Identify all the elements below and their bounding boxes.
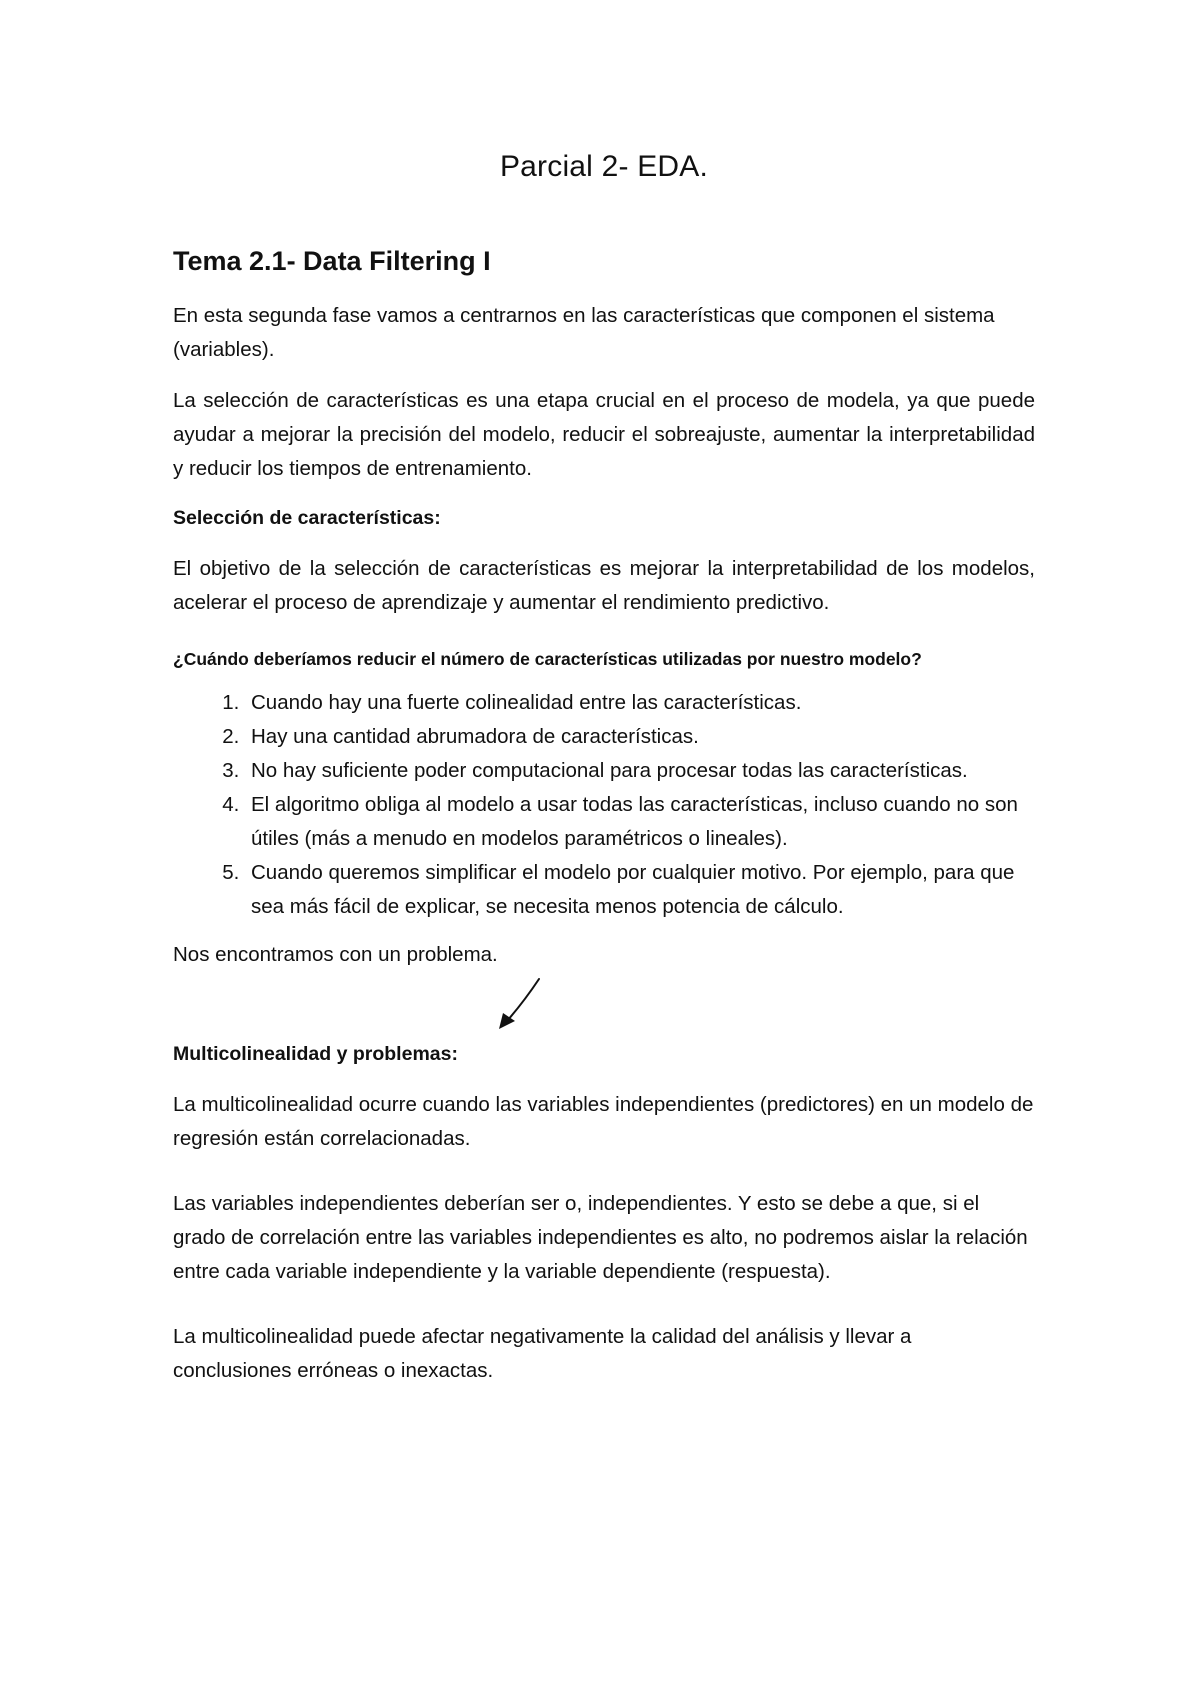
feature-selection-importance-paragraph: La selección de características es una etapa crucial en el proceso de modela, ya que puede ayudar a mejorar la precisión del modelo, reducir el sobreajuste, aumentar la interpretabilidad y reducir los tiempos de entrenamiento.	[173, 389, 1035, 480]
list-item: 4. El algoritmo obliga al modelo a usar todas las características, incluso cuando no son útiles (más a menudo en modelos paramétricos o lineales).	[245, 788, 1035, 856]
multicollinearity-heading: Multicolinealidad y problemas:	[173, 1043, 458, 1065]
list-item: 2. Hay una cantidad abrumadora de características.	[245, 720, 1035, 754]
reasons-list	[173, 686, 1035, 924]
annotation-arrow-container	[173, 975, 1035, 1031]
list-item: 1. Cuando hay una fuerte colinealidad entre las características.	[245, 686, 1035, 720]
section-title: Tema 2.1- Data Filtering I	[173, 246, 491, 276]
multicollinearity-effect: La multicolinealidad puede afectar negativamente la calidad del análisis y llevar a conclusiones erróneas o inexactas.	[173, 1325, 912, 1382]
list-item: 3. No hay suficiente poder computacional para procesar todas las características.	[245, 754, 1035, 788]
feature-selection-objective-paragraph: El objetivo de la selección de características es mejorar la interpretabilidad de los modelos, acelerar el proceso de aprendizaje y aumentar el rendimiento predictivo.	[173, 557, 1035, 614]
document-content	[173, 150, 1035, 1405]
list-item: 5. Cuando queremos simplificar el modelo por cualquier motivo. Por ejemplo, para que sea más fácil de explicar, se necesita menos potencia de cálculo.	[245, 856, 1035, 924]
problem-line: Nos encontramos con un problema.	[173, 943, 498, 966]
hand-drawn-arrow-icon	[491, 975, 551, 1031]
reduction-question: ¿Cuándo deberíamos reducir el número de características utilizadas por nuestro modelo?	[173, 649, 922, 669]
feature-selection-heading: Selección de características:	[173, 507, 441, 529]
multicollinearity-reason: Las variables independientes deberían ser o, independientes. Y esto se debe a que, si el grado de correlación entre las variables independientes es alto, no podremos aislar la relación entre cada variable independiente y la variable dependiente (respuesta).	[173, 1192, 1028, 1283]
intro-paragraph: En esta segunda fase vamos a centrarnos en las características que componen el sistema (variables).	[173, 304, 995, 361]
multicollinearity-definition: La multicolinealidad ocurre cuando las variables independientes (predictores) en un modelo de regresión están correlacionadas.	[173, 1093, 1034, 1150]
spacer	[173, 1173, 1035, 1187]
spacer	[173, 1306, 1035, 1320]
document-title: Parcial 2- EDA.	[499, 150, 709, 183]
